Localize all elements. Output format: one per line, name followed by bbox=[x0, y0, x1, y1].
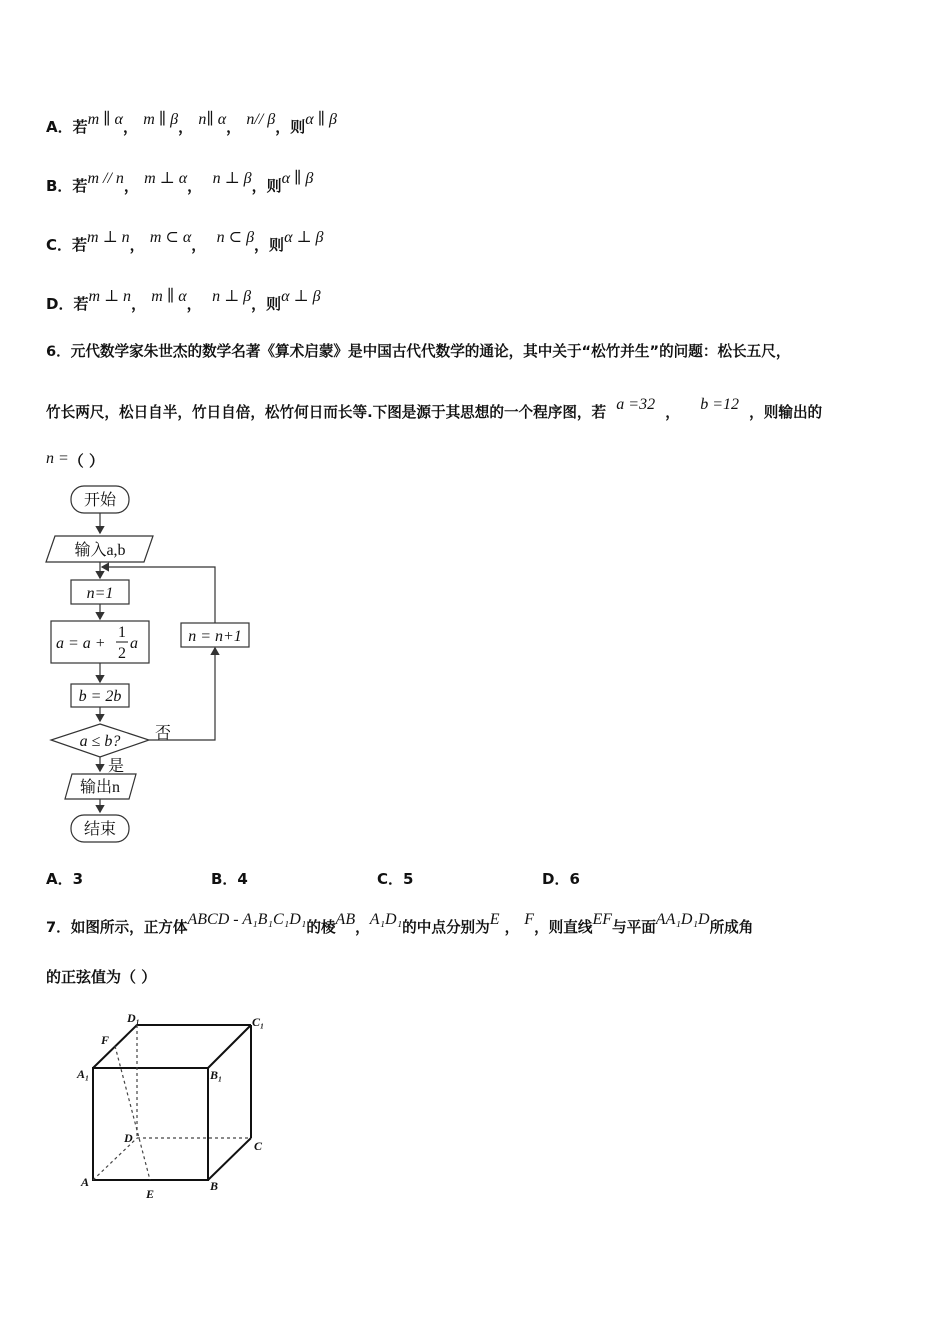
math-expr: n// β bbox=[246, 111, 276, 128]
q6-stem-line3 bbox=[46, 450, 104, 471]
cube-edge-bc bbox=[208, 1138, 251, 1180]
stem-text: ，则输出的 bbox=[749, 404, 823, 421]
option-label: B．若 bbox=[46, 177, 88, 195]
math-n: n = bbox=[46, 450, 69, 467]
q5-option-c: C．若m ⊥ n， m ⊂ α， n ⊂ β，则α ⊥ β bbox=[46, 229, 324, 254]
cube-figure bbox=[72, 1008, 287, 1208]
comma: ， bbox=[355, 919, 370, 936]
math-expr: m // n bbox=[87, 170, 124, 187]
math-expr: m ∥ α bbox=[151, 288, 187, 305]
then-text: ，则 bbox=[251, 177, 282, 195]
vertex-label-c: C bbox=[254, 1139, 263, 1153]
vertex-label-a: A bbox=[81, 1175, 90, 1189]
math-f: F bbox=[524, 911, 535, 928]
math-expr: m ⊥ n bbox=[88, 288, 132, 305]
stem-text: ，则直线 bbox=[534, 919, 593, 936]
vertex-label-b: B bbox=[210, 1179, 219, 1193]
cube-hidden-ef bbox=[115, 1046, 150, 1180]
q7-stem-line1: 7．如图所示，正方体ABCD - A₁B₁C₁D₁的棱AB，A₁D₁的中点分别为E ， F，则直线EF与平面AA₁D₁D所成角 bbox=[46, 911, 754, 936]
math-e: E bbox=[489, 911, 500, 928]
vertex-label-f: F bbox=[101, 1033, 110, 1047]
vertex-label-c1: C₁ bbox=[252, 1015, 265, 1029]
vertex-label-d: D bbox=[124, 1131, 133, 1145]
math-plane: AA₁D₁D bbox=[655, 911, 710, 928]
vertex-label-a1: A₁ bbox=[77, 1067, 90, 1081]
answer-paren: （ ） bbox=[68, 452, 105, 470]
b-update-label: b = 2b bbox=[78, 688, 122, 705]
math-expr: n∥ α bbox=[198, 111, 227, 128]
q5-option-b: B．若m // n， m ⊥ α， n ⊥ β，则α ∥ β bbox=[46, 170, 314, 195]
a-update-rhs: a bbox=[130, 635, 138, 652]
a-update-num: 1 bbox=[118, 624, 126, 641]
cube-edge-b1c1 bbox=[208, 1025, 251, 1068]
math-a1d1: A₁D₁ bbox=[369, 911, 403, 928]
option-label: A．若 bbox=[46, 118, 88, 136]
math-expr: n ⊥ β bbox=[212, 170, 252, 187]
vertex-label-b1: B₁ bbox=[210, 1068, 223, 1082]
q7-stem-line2: 的正弦值为（ ） bbox=[46, 968, 157, 986]
loop-back-line bbox=[102, 567, 215, 623]
math-cube: ABCD - A₁B₁C₁D₁ bbox=[187, 911, 307, 928]
vertex-label-e: E bbox=[146, 1187, 155, 1201]
then-text: ，则 bbox=[275, 118, 306, 136]
stem-text: 竹长两尺，松日自半，竹日自倍，松竹何日而长等.下图是源于其思想的一个程序图，若 bbox=[46, 404, 607, 421]
input-label: 输入a,b bbox=[74, 542, 126, 559]
math-a-value: a =32 bbox=[616, 396, 656, 413]
q6-stem-line1: 6．元代数学家朱世杰的数学名著《算术启蒙》是中国古代代数学的通论，其中关于“松竹并生”的问题：松长五尺， bbox=[46, 343, 791, 360]
option-label: D．若 bbox=[46, 295, 89, 313]
q6-choice-a: A．3 bbox=[46, 870, 84, 888]
math-expr: α ⊥ β bbox=[281, 288, 321, 305]
math-expr: m ∥ α bbox=[87, 111, 123, 128]
stem-text: 与平面 bbox=[612, 919, 656, 936]
no-label: 否 bbox=[155, 725, 172, 742]
end-label: 结束 bbox=[83, 821, 117, 838]
start-label: 开始 bbox=[83, 492, 117, 509]
stem-text: 所成角 bbox=[709, 919, 754, 936]
q6-choice-d: D．6 bbox=[542, 870, 580, 888]
a-update-den: 2 bbox=[118, 645, 126, 662]
math-expr: n ⊂ β bbox=[216, 229, 255, 246]
stem-text: 的中点分别为 bbox=[402, 919, 490, 936]
then-text: ，则 bbox=[251, 295, 282, 313]
math-expr: α ⊥ β bbox=[284, 229, 324, 246]
math-ef: EF bbox=[592, 911, 612, 928]
math-ab: AB bbox=[335, 911, 356, 928]
a-update-lhs: a = a + bbox=[56, 635, 106, 652]
stem-text: 的棱 bbox=[306, 919, 336, 936]
math-expr: α ∥ β bbox=[305, 111, 338, 128]
math-expr: m ⊂ α bbox=[149, 229, 192, 246]
math-expr: n ⊥ β bbox=[212, 288, 252, 305]
math-expr: α ∥ β bbox=[281, 170, 314, 187]
math-b-value: b =12 bbox=[700, 396, 739, 413]
then-text: ，则 bbox=[254, 236, 285, 254]
q5-option-a: A．若m ∥ α， m ∥ β， n∥ α， n// β，则α ∥ β bbox=[46, 111, 338, 136]
math-expr: m ∥ β bbox=[143, 111, 179, 128]
q6-stem-line2: 竹长两尺，松日自半，竹日自倍，松竹何日而长等.下图是源于其思想的一个程序图，若 a =32 ， b =12 ，则输出的 bbox=[46, 396, 823, 421]
n-init-label: n=1 bbox=[86, 585, 114, 602]
condition-label: a ≤ b? bbox=[79, 733, 121, 750]
q6-choice-b: B．4 bbox=[211, 870, 248, 888]
option-label: C．若 bbox=[46, 236, 88, 254]
stem-text: 7．如图所示，正方体 bbox=[46, 919, 188, 936]
n-increment-label: n = n+1 bbox=[188, 628, 242, 645]
q5-option-d: D．若m ⊥ n， m ∥ α， n ⊥ β，则α ⊥ β bbox=[46, 288, 321, 313]
flowchart bbox=[40, 478, 270, 850]
q6-choice-c: C．5 bbox=[377, 870, 414, 888]
math-expr: m ⊥ α bbox=[144, 170, 188, 187]
math-expr: m ⊥ n bbox=[87, 229, 130, 246]
yes-label: 是 bbox=[108, 758, 125, 775]
vertex-label-d1: D₁ bbox=[127, 1011, 140, 1025]
output-label: 输出n bbox=[79, 779, 121, 796]
